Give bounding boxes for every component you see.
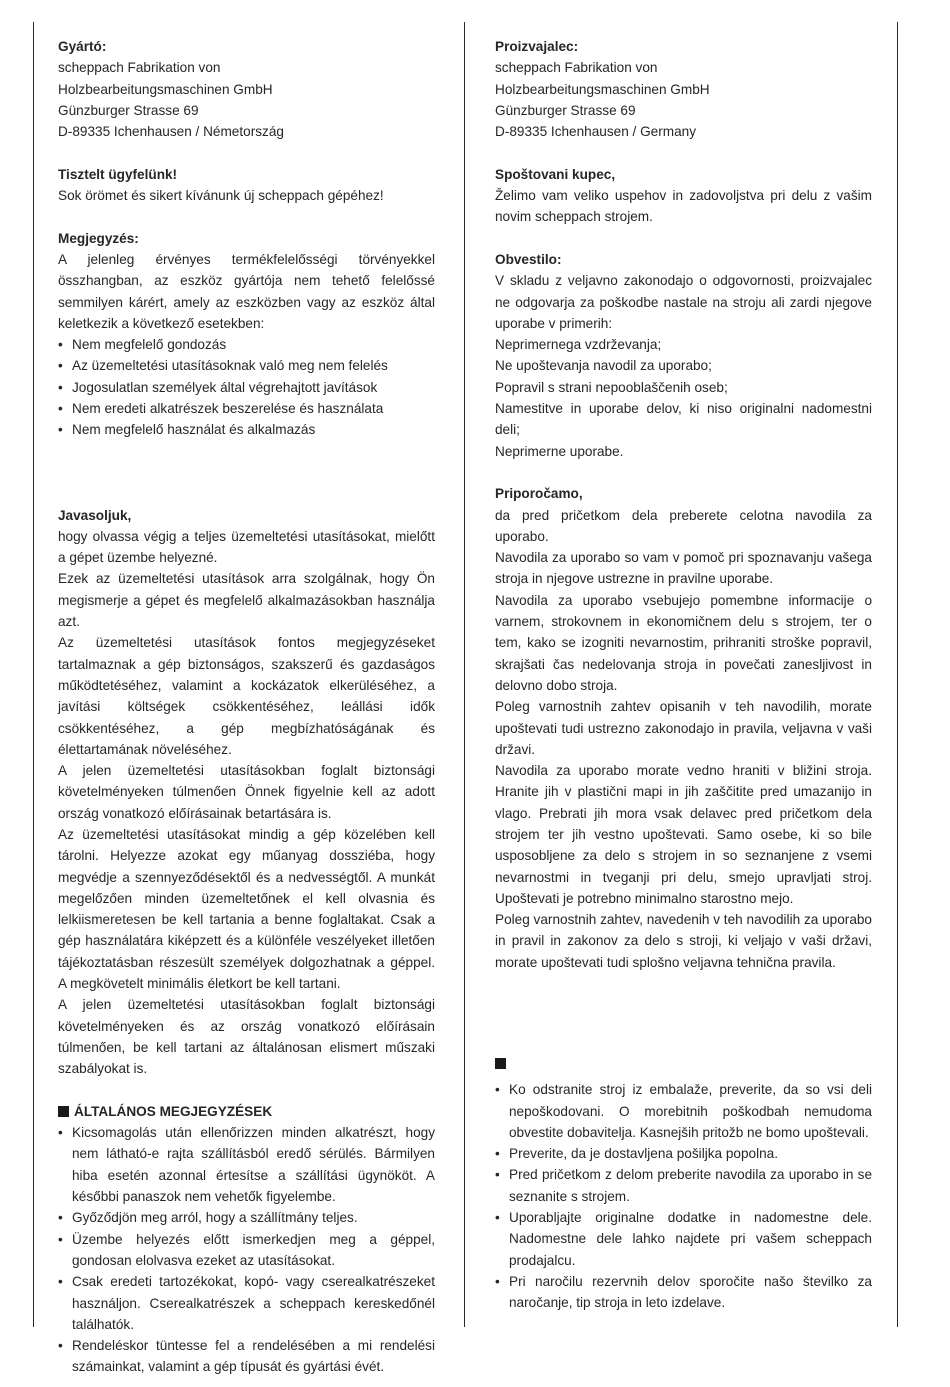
manufacturer-heading: Proizvajalec: bbox=[495, 39, 579, 54]
address-line: scheppach Fabrikation von bbox=[495, 60, 658, 76]
recommend-paragraph: Ezek az üzemeltetési utasítások arra szolgálnak, hogy Ön megismerje a gépet és megfelelő alkalmazásokban használja azt. bbox=[58, 571, 435, 630]
list-item: • Preverite, da je dostavljena pošiljka popolna. bbox=[495, 1143, 872, 1164]
address-line: D-89335 Ichenhausen / Németország bbox=[58, 124, 284, 140]
note-text: V skladu z veljavno zakonodajo o odgovornosti, proizvajalec ne odgovarja za poškodbe nastale na stroju ali zardi njegove uporabe v primerih: bbox=[495, 273, 872, 331]
section-square-icon bbox=[58, 1106, 69, 1117]
address-line: Holzbearbeitungsmaschinen GmbH bbox=[58, 81, 273, 97]
note-list bbox=[58, 334, 435, 440]
list-item: • Kicsomagolás után ellenőrizzen minden alkatrészt, hogy nem látható-e rajta szállításból eredő sérülés. Bármilyen hiba esetén azonnal értesítse a szállítási ügynököt. A későbbi panaszok nem vehetők figyelembe. bbox=[58, 1122, 435, 1207]
address-line: Holzbearbeitungsmaschinen GmbH bbox=[495, 81, 710, 97]
right-margin-line bbox=[897, 22, 898, 1327]
recommend-paragraph: Navodila za uporabo so vam v pomoč pri spoznavanju vašega stroja in njegove ustrezne in pravilne uporabe. bbox=[495, 550, 872, 587]
list-item: • Uporabljajte originalne dodatke in nadomestne dele. Nadomestne dele lahko najdete pri vašem scheppach prodajalcu. bbox=[495, 1207, 872, 1271]
note-heading: Megjegyzés: bbox=[58, 230, 139, 246]
list-item: • Csak eredeti tartozékokat, kopó- vagy cserealkatrészeket használjon. Cserealkatrészek a scheppach kereskedőnél találhatók. bbox=[58, 1271, 435, 1335]
note-line: Popravil s strani nepooblaščenih oseb; bbox=[495, 379, 728, 395]
list-item: • Az üzemeltetési utasításoknak való meg nem felelés bbox=[58, 355, 435, 376]
list-item: • Üzembe helyezés előtt ismerkedjen meg a géppel, gondosan elolvasva ezeket az utasításokat. bbox=[58, 1229, 435, 1272]
section-square-icon bbox=[495, 1058, 506, 1069]
general-notes-heading bbox=[495, 1058, 872, 1069]
list-item: • Nem megfelelő használat és alkalmazás bbox=[58, 419, 435, 440]
hungarian-column bbox=[58, 36, 435, 1378]
list-item: • Pred pričetkom z delom preberite navodila za uporabo in se seznanite s strojem. bbox=[495, 1164, 872, 1207]
recommend-paragraph: hogy olvassa végig a teljes üzemeltetési utasításokat, mielőtt a gépet üzembe helyezné. bbox=[58, 528, 435, 566]
list-item: • Nem megfelelő gondozás bbox=[58, 334, 435, 355]
recommend-paragraph: Navodila za uporabo vsebujejo pomembne informacije o varnem, strokovnem in ekonomičnem delu s strojem, ter o tem, kako se izogniti nevarnostim, prihraniti stroške popravil, skrajšati čas nedelovanja stroja in povečati zanesljivost in delovno dobo stroja. bbox=[495, 592, 872, 693]
note-line: Namestitve in uporabe delov, ki niso originalni nadomestni deli; bbox=[495, 401, 872, 438]
address-line: scheppach Fabrikation von bbox=[58, 60, 221, 76]
recommend-paragraph: Navodila za uporabo morate vedno hraniti v bližini stroja. Hranite jih v plastični mapi in jih zaščitite pred umazanijo in vlago. Prebrati jih mora vsak delavec pred pričetkom dela strojem ter jih vestno upoštevati. Samo osebe, ki so bile usposobljene za delo s strojem in so seznanjene z vsemi nevarnostmi in tveganji pri delu, smejo upravljati stroj. Upoštevati je potrebno minimalno starostno mejo. bbox=[495, 763, 872, 906]
general-notes-heading bbox=[58, 1101, 435, 1122]
greeting-heading: Tisztelt ügyfelünk! bbox=[58, 166, 178, 182]
general-notes-heading-text: ÁLTALÁNOS MEGJEGYZÉSEK bbox=[74, 1103, 273, 1119]
recommend-paragraph: Poleg varnostnih zahtev opisanih v teh navodilih, morate upoštevati tudi ustrezno zakonodajo in pravila, veljavna v vaši državi. bbox=[495, 699, 872, 757]
left-margin-line bbox=[33, 22, 34, 1327]
general-notes-list bbox=[58, 1122, 435, 1378]
note-heading: Obvestilo: bbox=[495, 251, 562, 267]
recommend-paragraph: Poleg varnostnih zahtev, navedenih v teh navodilih za uporabo in pravil in zakonov za delo s stroji, ki veljajo v vaši državi, morate upoštevati tudi splošno veljavna tehnična pravila. bbox=[495, 912, 872, 970]
address-line: Günzburger Strasse 69 bbox=[495, 102, 636, 118]
list-item: • Rendeléskor tüntesse fel a rendelésében a mi rendelési számainkat, valamint a gép típusát és gyártási évét. bbox=[58, 1335, 435, 1378]
recommend-heading: Priporočamo, bbox=[495, 486, 583, 502]
recommend-paragraph: da pred pričetkom dela preberete celotna navodila za uporabo. bbox=[495, 507, 872, 544]
note-line: Neprimernega vzdrževanja; bbox=[495, 337, 662, 353]
address-line: Günzburger Strasse 69 bbox=[58, 102, 199, 118]
greeting-text: Sok örömet és sikert kívánunk új scheppach gépéhez! bbox=[58, 188, 384, 204]
greeting-heading: Spoštovani kupec, bbox=[495, 166, 616, 182]
greeting-text: Želimo vam veliko uspehov in zadovoljstva pri delu z vašim novim scheppach strojem. bbox=[495, 188, 872, 225]
list-item: • Nem eredeti alkatrészek beszerelése és használata bbox=[58, 398, 435, 419]
list-item: • Pri naročilu rezervnih delov sporočite našo številko za naročanje, tip stroja in leto izdelave. bbox=[495, 1271, 872, 1314]
note-text: A jelenleg érvényes termékfelelősségi törvényekkel összhangban, az eszköz gyártója nem tehető felelőssé semmilyen kárért, amely az eszközben vagy az eszköz által keletkezik a következő esetekben: bbox=[58, 251, 435, 331]
list-item: • Győződjön meg arról, hogy a szállítmány teljes. bbox=[58, 1207, 435, 1228]
slovenian-column bbox=[495, 36, 872, 1314]
general-notes-list bbox=[495, 1079, 872, 1313]
center-divider-line bbox=[464, 22, 465, 1327]
recommend-heading: Javasoljuk, bbox=[58, 507, 132, 523]
recommend-paragraph: A jelen üzemeltetési utasításokban foglalt biztonsági követelményeken és az ország vonatkozó előírásain túlmenően, be kell tartani az általánosan elismert műszaki szabályokat is. bbox=[58, 997, 435, 1077]
list-item: • Jogosulatlan személyek által végrehajtott javítások bbox=[58, 377, 435, 398]
list-item: • Ko odstranite stroj iz embalaže, preverite, da so vsi deli nepoškodovani. O morebitnih poškodbah nemudoma obvestite dobavitelja. Kasnejših pritožb ne bomo upoštevali. bbox=[495, 1079, 872, 1143]
note-line: Neprimerne uporabe. bbox=[495, 443, 624, 459]
manufacturer-heading: Gyártó: bbox=[58, 39, 107, 54]
address-line: D-89335 Ichenhausen / Germany bbox=[495, 124, 697, 140]
recommend-paragraph: A jelen üzemeltetési utasításokban foglalt biztonsági követelményeken túlmenően Önnek figyelnie kell az adott ország vonatkozó előírásainak betartására is. bbox=[58, 763, 435, 821]
recommend-paragraph: Az üzemeltetési utasítások fontos megjegyzéseket tartalmaznak a gép biztonságos, szakszerű és gazdaságos működtetéséhez, valamint a kockázatok elkerüléséhez, a javítási költségek csökkentéséhez, leállási idők csökkentéséhez, a gép megbízhatóságának és élettartamának növeléséhez. bbox=[58, 635, 435, 757]
note-line: Ne upoštevanja navodil za uporabo; bbox=[495, 358, 712, 374]
recommend-paragraph: Az üzemeltetési utasításokat mindig a gép közelében kell tárolni. Helyezze azokat egy műanyag dossziéba, hogy megvédje a szennyeződésektől és a nedvességtől. A munkát megelőzően minden üzemeltetőnek el kell olvasnia és lelkiismeretesen be kell tartania a benne foglaltakat. Csak a gép használatára kiképzett és a különféle veszélyeket illetően tájékoztatásban részesült személyek dolgozhatnak a géppel. A megkövetelt minimális életkort be kell tartani. bbox=[58, 826, 435, 992]
